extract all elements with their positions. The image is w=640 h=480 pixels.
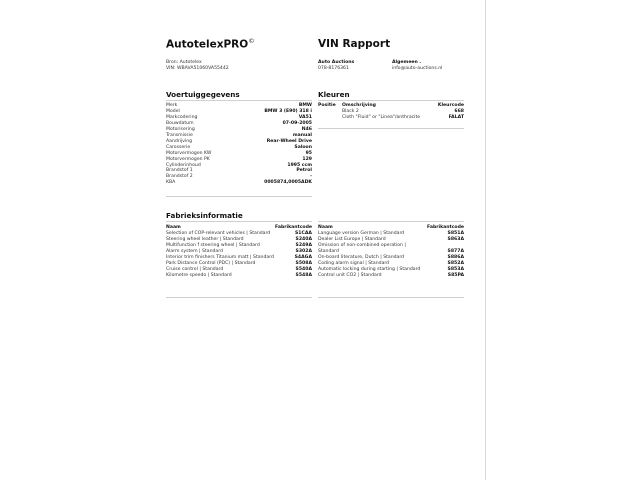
color-row-code: 668 (454, 108, 464, 114)
factory-option-code: S4AGA (294, 254, 312, 260)
factory-right-col-name: Naam (318, 225, 333, 230)
factory-option-name: Alarm system | Standard (166, 248, 223, 254)
factory-left-bottom-divider (166, 297, 312, 298)
factory-option-name: Omission of non-combined operation | Standard (318, 242, 406, 254)
vehicle-row-value: 0005874,0005ADK (264, 180, 312, 186)
vehicle-bottom-divider (166, 196, 312, 197)
colors-col-code: Kleurcode (437, 103, 464, 108)
factory-option-name: Steering wheel leather | Standard (166, 236, 244, 242)
factory-right-bottom-divider (318, 297, 464, 298)
factory-option-name: Cruise control | Standard (166, 266, 224, 272)
factory-option-code: S85PA (447, 272, 464, 278)
factory-option-code: S508A (295, 260, 312, 266)
source-info (166, 60, 229, 72)
color-row-position (318, 115, 342, 121)
vehicle-row-value: 95 (305, 150, 312, 156)
factory-row (318, 273, 464, 279)
factory-right-table (318, 225, 464, 279)
vehicle-row-value: Saloon (294, 144, 312, 150)
factory-left-col-code: Fabrikantcode (274, 225, 312, 230)
factory-row (166, 273, 312, 279)
color-row (318, 115, 464, 121)
factory-option-name: Kilometre speedo | Standard (166, 272, 232, 278)
factory-option-code: S249A (295, 242, 312, 248)
factory-option-name: Automatic locking during starting | Standard (318, 266, 421, 272)
factory-left-col-name: Naam (166, 225, 181, 230)
color-row-code: FALAT (448, 114, 464, 120)
page-edge-line (485, 0, 486, 480)
factory-right-col-code: Fabrikantcode (426, 225, 464, 230)
vehicle-row-value: 129 (302, 156, 312, 162)
general-label: Algemeen . (392, 60, 422, 65)
vehicle-row-label: Motorvermogen KW (166, 150, 212, 156)
vehicle-table (166, 103, 312, 186)
factory-option-code: S302A (295, 248, 312, 254)
vehicle-row-value: N46 (301, 126, 312, 132)
factory-option-code: S863A (447, 236, 464, 242)
vehicle-row-label: Cylinderinhoud (166, 162, 201, 168)
factory-option-code: S877A (447, 248, 464, 254)
color-row-description: Black 2 (342, 108, 359, 114)
factory-option-code: S853A (447, 266, 464, 272)
factory-option-name: Selection of COP-relevant vehicles | Standard (166, 230, 271, 236)
factory-option-code: S852A (447, 260, 464, 266)
vehicle-row-label: Carosserie (166, 144, 191, 150)
factory-left-divider (166, 221, 312, 222)
colors-heading: Kleuren (318, 90, 350, 99)
factory-option-name: Language version German | Standard (318, 230, 405, 236)
color-row-description: Cloth "Fluid" or "Linea"/anthracite (342, 114, 421, 120)
vehicle-row-label: Motorisering (166, 126, 195, 132)
vehicle-row-value: 07-09-2005 (282, 120, 312, 126)
brand-mark: © (248, 37, 255, 45)
factory-option-name: Multifunction f steering wheel | Standard (166, 242, 260, 248)
vehicle-row-value: BMW 3 (E90) 318 i (264, 108, 312, 114)
vehicle-row-value: VA51 (298, 114, 312, 120)
factory-option-code: S548A (295, 272, 312, 278)
vehicle-row-value: - (310, 174, 312, 180)
company-info (318, 60, 354, 72)
vehicle-divider (166, 100, 312, 101)
vehicle-heading: Voertuiggegevens (166, 90, 240, 99)
factory-option-name: Control unit CO2 | Standard (318, 272, 382, 278)
factory-option-code: S851A (447, 230, 464, 236)
brand-title (166, 37, 255, 51)
vehicle-row-value: Petrol (296, 168, 312, 174)
vehicle-row-value: Rear-Wheel Drive (266, 138, 312, 144)
colors-divider (318, 100, 464, 101)
factory-left-table (166, 225, 312, 279)
factory-option-code: S886A (447, 254, 464, 260)
factory-option-name: Interior trim finishers Titanium matt | Standard (166, 254, 274, 260)
vehicle-row-value: 1995 ccm (287, 162, 312, 168)
factory-option-code: S240A (295, 236, 312, 242)
vehicle-row-value: manual (292, 132, 312, 138)
factory-option-name: On-board literature, Dutch | Standard (318, 254, 405, 260)
vehicle-row-label: Brandstof 1 (166, 168, 193, 174)
general-email[interactable]: info@auto-auctions.nl (392, 66, 443, 71)
colors-table (318, 103, 464, 121)
colors-bottom-divider (318, 128, 464, 129)
vehicle-row-label: Transmissie (166, 132, 193, 138)
factory-right-divider (318, 221, 464, 222)
vehicle-row-label: Motorvermogen PK (166, 156, 210, 162)
colors-col-position: Positie (318, 103, 336, 108)
factory-option-name: Dealer List Europe | Standard (318, 236, 386, 242)
factory-option-name: Coding alarm signal | Standard (318, 260, 390, 266)
vehicle-row-label: Bouwdatum (166, 120, 194, 126)
company-phone: 078-8176361 (318, 66, 349, 71)
vehicle-row-label: Merk (166, 103, 178, 108)
factory-option-name: Park Distance Control (PDC) | Standard (166, 260, 256, 266)
vehicle-row-label: Markcodering (166, 114, 198, 120)
colors-col-description: Omschrijving (342, 103, 376, 108)
brand-name: AutotelexPRO (166, 38, 249, 51)
vehicle-row-label: Brandstof 2 (166, 174, 193, 180)
vehicle-row-value: BMW (298, 103, 312, 108)
company-name: Auto Auctions (318, 60, 355, 65)
general-info (392, 60, 442, 72)
factory-heading: Fabrieksinformatie (166, 211, 243, 220)
factory-row (318, 243, 464, 255)
report-title: VIN Rapport (318, 38, 391, 50)
factory-option-code: S1CAA (295, 230, 312, 236)
factory-option-code: S540A (295, 266, 312, 272)
vehicle-row-label: Model (166, 108, 180, 114)
vehicle-row-label: KBA (166, 180, 176, 186)
source-label: Bron: Autotelex (166, 60, 202, 65)
vehicle-row (166, 180, 312, 186)
vin-label: VIN: WBAVA51060VA55442 (166, 66, 229, 71)
vehicle-row-label: Aandrijving (166, 138, 193, 144)
